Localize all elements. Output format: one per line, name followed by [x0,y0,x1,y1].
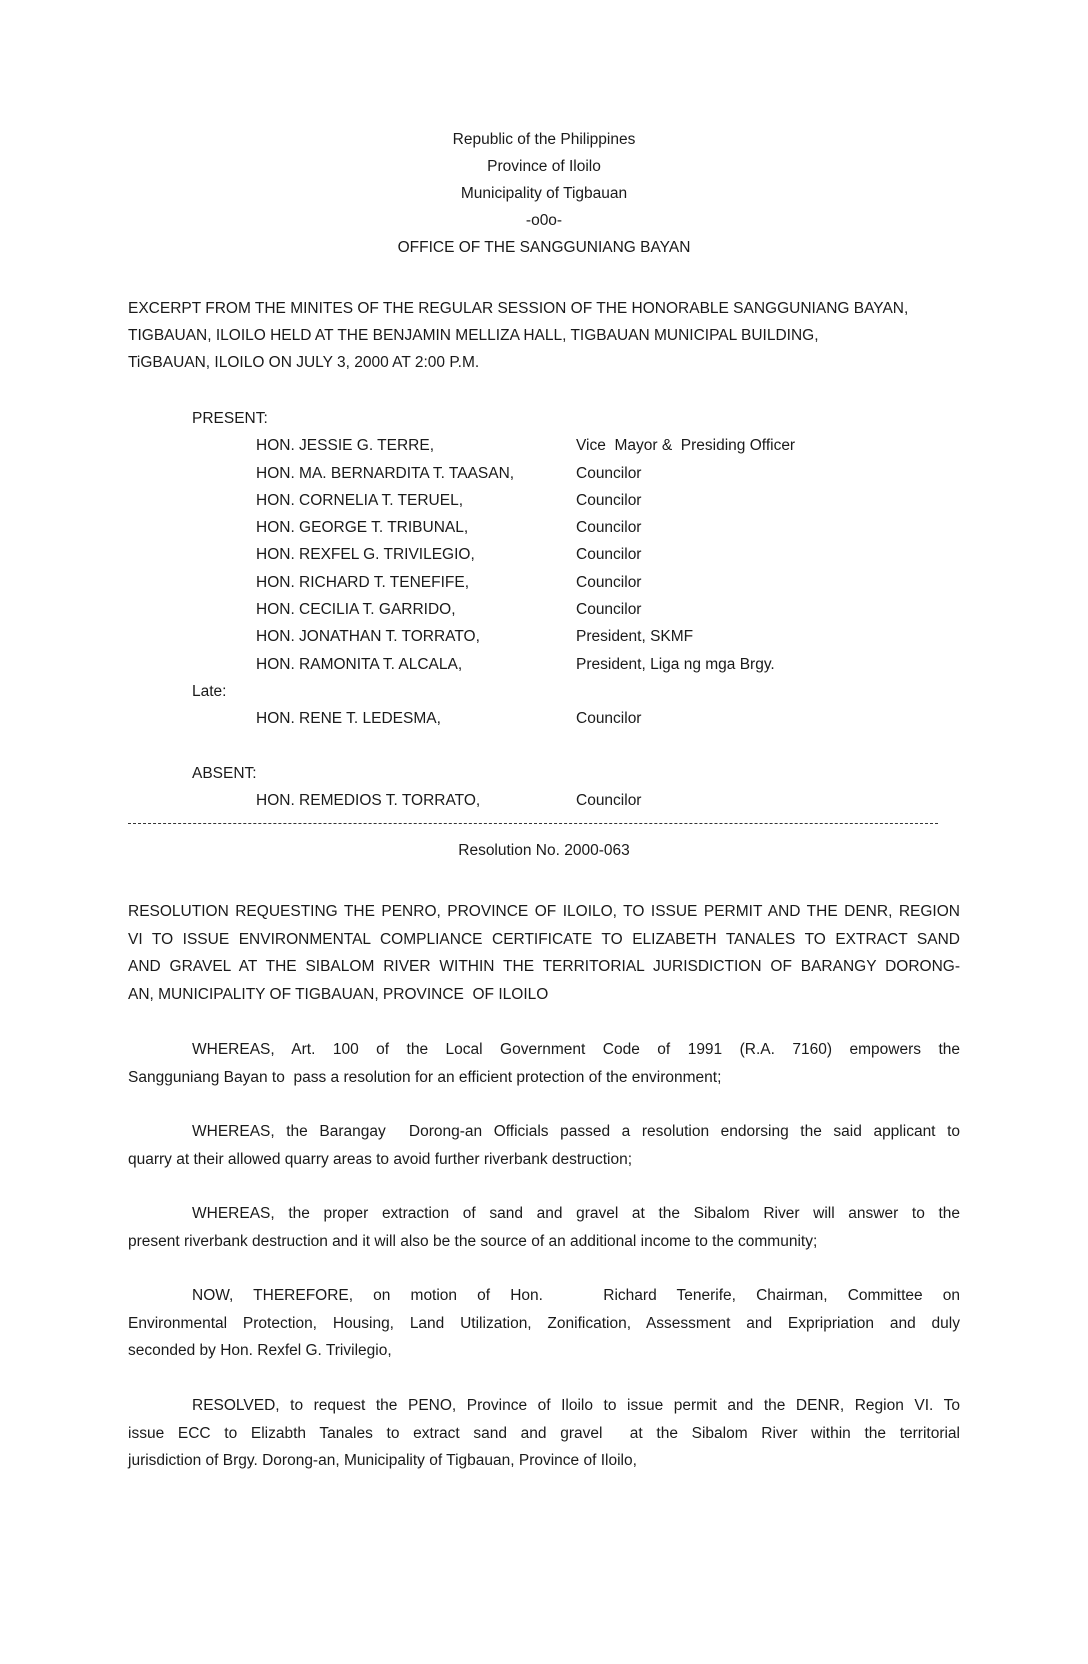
paragraph-line: Environmental Protection, Housing, Land Utilization, Zonification, Assessment and Expripriation and duly [128,1314,960,1332]
whereas-paragraph-1 [128,1036,960,1091]
attendee-name: HON. MA. BERNARDITA T. TAASAN, [256,464,515,482]
excerpt-line: TiGBAUAN, ILOILO ON JULY 3, 2000 AT 2:00 P.M. [128,354,480,371]
whereas-paragraph-3 [128,1200,960,1255]
attendee-name: HON. JESSIE G. TERRE, [256,437,435,455]
attendee-name: HON. RENE T. LEDESMA, [256,710,441,728]
attendee-role: Councilor [576,601,642,619]
present-label: PRESENT: [192,410,268,427]
excerpt-line: EXCERPT FROM THE MINITES OF THE REGULAR SESSION OF THE HONORABLE SANGGUNIANG BAYAN, [128,300,909,317]
attendee-role: Councilor [576,519,642,537]
paragraph-line: WHEREAS, the Barangay Dorong-an Officials passed a resolution endorsing the said applicant to [192,1123,960,1140]
paragraph-line: WHEREAS, the proper extraction of sand and gravel at the Sibalom River will answer to the [192,1205,960,1222]
paragraph-line: quarry at their allowed quarry areas to avoid further riverbank destruction; [128,1150,632,1168]
attendee-row [128,541,968,568]
attendee-row [128,460,968,487]
attendee-row [128,514,968,541]
attendee-row [128,487,968,514]
attendee-role: Vice Mayor & Presiding Officer [576,437,796,455]
resolution-title-line: VI TO ISSUE ENVIRONMENTAL COMPLIANCE CERTIFICATE TO ELIZABETH TANALES TO EXTRACT SAND [128,930,960,948]
now-therefore-paragraph [128,1282,960,1365]
letterhead-ornament: -o0o- [525,212,563,229]
letterhead-municipality: Municipality of Tigbauan [460,185,628,202]
resolved-paragraph [128,1392,960,1475]
attendee-name: HON. REMEDIOS T. TORRATO, [256,792,481,810]
attendee-name: HON. CECILIA T. GARRIDO, [256,601,456,619]
attendee-role: President, Liga ng mga Brgy. [576,655,775,673]
resolution-title [128,898,960,1008]
resolution-title-line: AN, MUNICIPALITY OF TIGBAUAN, PROVINCE OF ILOILO [128,985,549,1003]
resolution-title-line: RESOLUTION REQUESTING THE PENRO, PROVINCE OF ILOILO, TO ISSUE PERMIT AND THE DENR, REGION [128,903,960,920]
attendee-row [128,787,968,814]
whereas-paragraph-2 [128,1118,960,1173]
attendee-name: HON. GEORGE T. TRIBUNAL, [256,519,469,537]
attendee-role: Councilor [576,710,642,728]
excerpt-line: TIGBAUAN, ILOILO HELD AT THE BENJAMIN MELLIZA HALL, TIGBAUAN MUNICIPAL BUILDING, [128,327,819,344]
resolution-number: Resolution No. 2000-063 [458,842,630,859]
paragraph-line: issue ECC to Elizabth Tanales to extract sand and gravel at the Sibalom River within the territorial [128,1424,960,1442]
paragraph-line: RESOLVED, to request the PENO, Province of Iloilo to issue permit and the DENR, Region VI. To [192,1397,960,1414]
attendee-name: HON. RICHARD T. TENEFIFE, [256,573,470,591]
attendee-role: Councilor [576,491,642,509]
paragraph-line: NOW, THEREFORE, on motion of Hon. Richard Tenerife, Chairman, Committee on [192,1287,960,1304]
attendee-row [128,623,968,650]
attendance-list [128,405,968,814]
attendee-row [128,569,968,596]
attendee-row [128,705,968,732]
absent-label: ABSENT: [192,764,257,782]
attendee-role: President, SKMF [576,628,694,646]
attendee-row [128,651,968,678]
letterhead-province: Province of Iloilo [487,158,601,175]
letterhead-office: OFFICE OF THE SANGGUNIANG BAYAN [397,239,691,256]
spacer [128,733,968,760]
paragraph-line: seconded by Hon. Rexfel G. Trivilegio, [128,1342,392,1359]
attendee-role: Councilor [576,546,642,564]
paragraph-line: WHEREAS, Art. 100 of the Local Government Code of 1991 (R.A. 7160) empowers the [192,1041,960,1058]
attendee-role: Councilor [576,792,642,810]
dashed-divider [128,823,938,824]
attendee-name: HON. REXFEL G. TRIVILEGIO, [256,546,475,564]
paragraph-line: present riverbank destruction and it will also be the source of an additional income to the community; [128,1232,818,1250]
resolution-title-line: AND GRAVEL AT THE SIBALOM RIVER WITHIN THE TERRITORIAL JURISDICTION OF BARANGY DORONG- [128,958,960,975]
late-label: Late: [192,682,227,700]
attendee-role: Councilor [576,573,642,591]
letterhead [0,126,1088,261]
attendee-name: HON. JONATHAN T. TORRATO, [256,628,480,646]
letterhead-republic: Republic of the Philippines [452,131,636,148]
attendee-row [128,596,968,623]
excerpt-heading [128,295,968,376]
attendee-name: HON. RAMONITA T. ALCALA, [256,655,463,673]
attendee-role: Councilor [576,464,642,482]
paragraph-line: jurisdiction of Brgy. Dorong-an, Municipality of Tigbauan, Province of Iloilo, [128,1452,637,1469]
attendee-name: HON. CORNELIA T. TERUEL, [256,491,464,509]
paragraph-line: Sangguniang Bayan to pass a resolution for an efficient protection of the environment; [128,1068,722,1086]
attendee-row [128,432,968,459]
